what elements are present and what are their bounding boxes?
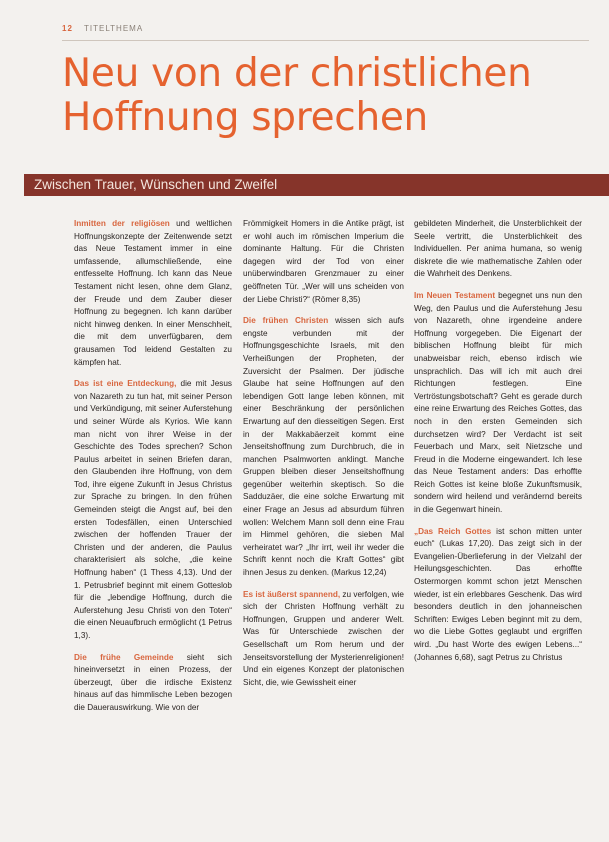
paragraph-text: wissen sich aufs engste verbunden mit der Hoffnungsgeschichte Israels, mit den Verheißungen der Propheten, der Zuversicht der Psalmen. Der jüdische Glaube hat seine Hoffnungen auf den lebendigen Gott lange leben können, mit einer Beschränkung der persönlichen Erwartung auf den diesseitigen Segen. Erst in der Makkabäerzeit kommt eine Jenseitshoffnung zum Durchbruch, die in manchen Psalmworten anklingt. Manche Gruppen bleiben dieser Jenseitshoffnung gegenüber weiterhin skeptisch. So die Sadduzäer, die eine solche Erwartung mit einer Frage an Jesus ad absurdum führen wollen: Welchem Mann soll denn eine Frau im Himmel gehören, die sieben Mal verheiratet war? „Ihr irrt, weil ihr weder die Schrift kennt noch die Kraft Gottes“ gibt ihnen Jesus zu denken. (Markus 12,24): [243, 316, 404, 578]
paragraph-lead: Inmitten der religiösen: [74, 219, 170, 228]
text-column-3: [414, 218, 582, 673]
section-label: TITELTHEMA: [83, 24, 144, 33]
paragraph-text: ist schon mitten unter euch“ (Lukas 17,20). Das zeigt sich in der Evangelien-Überlieferung in der Vielzahl der Heilungsgeschichten. Das erhoffte Ostermorgen kommt schon jetzt Menschen wieder, ist ein erlebbares Geschenk. Das wird besonders deutlich in den johanneischen Schriften: Ewiges Leben beginnt mit zu dem, wo die Liebe Gottes geglaubt und ergriffen wird. „Du hast Worte des ewigen Lebens...“ (Johannes 6,68), sagt Petrus zu Christus: [414, 526, 583, 662]
paragraph-lead: Es ist äußerst spannend,: [243, 589, 341, 599]
paragraph-text: Frömmigkeit Homers in die Antike prägt, ist er wohl auch im römischen Imperium die dominante Haltung. Für die Christen dagegen wird der Tod von einer unüberwindbaren Grenzmauer zu einer geöffneten Tür. „Wer will uns scheiden von der Liebe Christi?“ (Römer 8,35): [243, 219, 404, 304]
text-column-2: [243, 218, 404, 698]
paragraph-text: begegnet uns nun den Weg, den Paulus und die Auferstehung Jesu von Nazareth, ohne irgendeine andere Hoffnung vorgegeben. Die Eigenart der biblischen Hoffnung bleibt für mich unabweisbar reich, ebenso irdisch wie unsprachlich. Das will ich mit auch drei Richtungen festlegen. Eine Vertröstungsbotschaft? Geht es gerade durch eine reine Erwartung des Reiches Gottes, das noch in den ersten Gemeinden sich durchsetzen wird? Der Verdacht ist seit Feuerbach und Marx, seit Nietzsche und Freud in die Moderne eingewandert. Ich lese das Neue Testament anders: Das erhoffte Reich Gottes ist keine bloße Zukunftsmusik, sondern wird heilend und verändernd bereits in die Gegenwart hinein.: [414, 290, 582, 515]
paragraph-lead: „Das Reich Gottes: [414, 526, 492, 536]
paragraph: [243, 589, 404, 690]
running-head: [62, 24, 143, 33]
paragraph-lead: Die frühe Gemeinde: [74, 652, 174, 662]
paragraph-lead: Die frühen Christen: [243, 316, 329, 326]
paragraph: [414, 290, 582, 517]
paragraph-text: und weltlichen Hoffnungskonzepte der Zeitenwende setzt das Neue Testament immer in eine umfassende, allumschließende, eine entfesselte Hoffnung. Ich kann das Neue Testament nicht lesen, ohne dem Glanz, der Freude und dem Zauber dieser Hoffnung zu begegnen. Ich kann darüber nicht hinweg denken. In einer Menschheit, die mit dem unverfügbaren, dem grausamen Tod leidend Gestalten zu kämpfen hat.: [74, 219, 232, 367]
text-column-1: [74, 218, 232, 724]
paragraph: [74, 652, 232, 715]
paragraph: [243, 218, 404, 306]
paragraph-lead: Im Neuen Testament: [414, 290, 496, 300]
paragraph: [74, 218, 232, 369]
paragraph-text: sieht sich hineinversetzt in einen Prozess, der überzeugt, über die irdische Existenz hinaus auf das himmlische Leben bezogen die Dauerauswirkung. Wie von der: [74, 652, 232, 712]
article-subtitle: Zwischen Trauer, Wünschen und Zweifel: [24, 174, 609, 196]
paragraph: [74, 378, 232, 642]
paragraph: [414, 526, 582, 665]
page-number: 12: [62, 24, 73, 33]
paragraph-lead: Das ist eine Entdeckung,: [74, 379, 177, 389]
paragraph-text: zu verfolgen, wie sich der Christen Hoffnung verhält zu Hoffnungen, Gruppen und anderer Welt. Was für Unterschiede zwischen der Gesellschaft um Rom herum und der Jenseitsvorstellung der Mysterienreligionen! Und ein eigenes Konzept der platonischen Sicht, die, wie Gewissheit einer: [243, 589, 404, 687]
header-rule: [62, 40, 589, 41]
article-title: Neu von der christlichen Hoffnung sprechen: [62, 51, 532, 140]
paragraph-text: gebildeten Minderheit, die Unsterblichkeit der Seele vertritt, die Unsterblichkeit des Individuellen. Per anima humana, so wenig diskrete die wie mathematische Zahlen oder die Wahrheit des Denkens.: [414, 219, 582, 279]
paragraph-text: die mit Jesus von Nazareth zu tun hat, mit seiner Person und Verkündigung, mit seiner Auferstehung und seiner Würde als Kyrios. Wie kann man nicht von ihrer Weise in der Geschichte des Todes sprechen? Schon Paulus arbeitet in seinen Briefen daran, den Glaubenden ihre Hoffnung, von dem Tod, ihre eigene Zukunft in Jesus Christus zur Sprache zu bringen. In den frühen Gemeinden steigt die Angst auf, bei den ersten Todesfällen, einen Unterschied zwischen der hoffenden Trauer der Christen und der anderen, die Paulus charakterisiert als solche, „die keine Hoffnung haben“ (1 Thess 4,13). Und der 1. Petrusbrief beginnt mit einem Gotteslob für die „lebendige Hoffnung, durch die Auferstehung Jesu Christi von den Toten“ die einen Neuaufbruch ermöglicht (1 Petrus 1,3).: [74, 379, 232, 640]
paragraph: [243, 315, 404, 579]
paragraph: [414, 218, 582, 281]
